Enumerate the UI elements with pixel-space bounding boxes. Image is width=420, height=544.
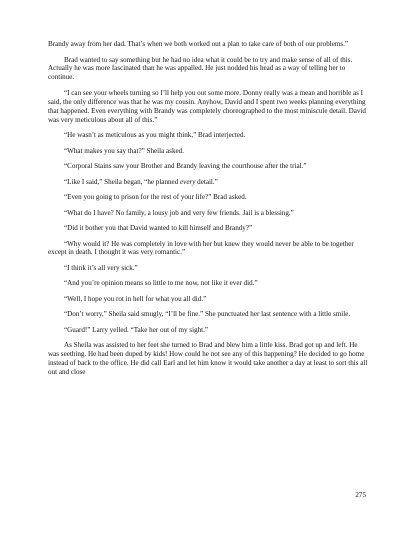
- paragraph: “Corporal Stains saw your Brother and Brandy leaving the courthouse after the trial.”: [64, 162, 307, 171]
- paragraph: “What do I have? No family, a lousy job and very few friends. Jail is a blessing.”: [64, 208, 294, 217]
- paragraph: “I think it’s all very sick.”: [64, 263, 138, 272]
- paragraph: Brad wanted to say something but he had no idea what it could be to try and make sense of all of this. Actually he was more fascinated than he was appalled. He just nodded his head as a way of telling her to continue.: [48, 55, 353, 82]
- paragraph: “He wasn’t as meticulous as you might think,” Brad interjected.: [64, 131, 246, 140]
- paragraph: “Well, I hope you rot in hell for what you all did.”: [64, 294, 207, 303]
- paragraph: As Sheila was assisted to her feet she turned to Brad and blew him a little kiss. Brad got up and left. He was seething. He had been duped by kids! How could he not see any of this happening? He decided to go home instead of back to the office. He did call Earl and let him know it would take another a day at least to sort this all out and close: [48, 341, 368, 377]
- paragraph-text: detail.”: [195, 177, 218, 186]
- paragraph: “Did it bother you that David wanted to kill himself and Brandy?”: [64, 224, 253, 233]
- paragraph-text: “Like I said,” Sheila began, “he planned: [64, 177, 181, 186]
- paragraph: “Don’t worry,” Sheila said smugly, “I’ll be fine.” She punctuated her last sentence with a little smile.: [64, 310, 351, 319]
- paragraph: “What makes you say that?” Sheila asked.: [64, 146, 184, 155]
- paragraph: “Why would it? He was completely in love with her but knew they would never be able to be together except in death. I thought it was very romantic.”: [48, 239, 354, 257]
- paragraph: “Even you going to prison for the rest of your life?” Brad asked.: [64, 193, 247, 202]
- page-body: [48, 40, 368, 384]
- paragraph: “I can see your wheels turning so I’ll help you out some more. Donny really was a mean and horrible as I said, the only difference was that he was my cousin. Anyhow, David and I spent two weeks planning everything that happened. Even everything with Brandy was completely choreographed to the most miniscule detail. David was very meticulous about all of this.”: [48, 88, 366, 124]
- paragraph: “Guard!” Larry yelled. “Take her out of my sight.”: [64, 325, 209, 334]
- paragraph: Brandy away from her dad. That’s when we both worked out a plan to take care of both of our problems.”: [48, 40, 349, 48]
- paragraph: “And you’re opinion means so little to me now, not like it ever did.”: [64, 279, 258, 288]
- paragraph: [48, 178, 368, 187]
- emphasized-word: every: [180, 177, 196, 186]
- page-number: 275: [355, 491, 366, 499]
